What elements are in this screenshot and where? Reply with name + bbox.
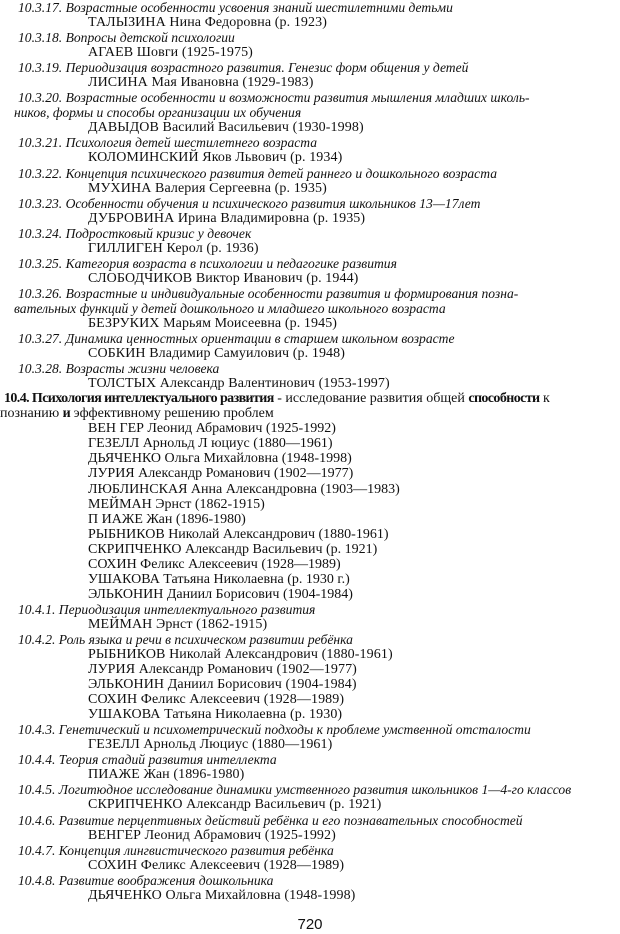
author-name: МУХИНА Валерия Сергеевна (р. 1935) bbox=[88, 180, 327, 196]
chapter-heading-text-end: к bbox=[539, 391, 550, 407]
author-name: РЫБНИКОВ Николай Александрович (1880-1961) bbox=[88, 647, 393, 663]
chapter-heading-title: 10.4. Психология интеллектуального развития bbox=[4, 391, 274, 407]
entry-title: 10.4.2. Роль языка и речи в психическом развитии ребёнка bbox=[18, 631, 353, 647]
chapter-heading bbox=[0, 391, 620, 406]
author-name: МЕЙМАН Эрнст (1862-1915) bbox=[88, 496, 265, 512]
author-name: ПИАЖЕ Жан (1896-1980) bbox=[88, 767, 245, 783]
chapter-heading-cont-text: познанию bbox=[0, 406, 63, 422]
author-name: ДАВЫДОВ Василий Васильевич (1930-1998) bbox=[88, 120, 364, 136]
entry-title: 10.3.23. Особенности обучения и психического развития школьников 13—17лет bbox=[18, 195, 481, 211]
section-10-3-list bbox=[0, 0, 620, 391]
entry-title: 10.3.20. Возрастные особенности и возможности развития мышления младших школь- bbox=[18, 90, 530, 106]
entry-title: 10.3.18. Вопросы детской психологии bbox=[18, 30, 235, 46]
chapter-heading-cont-emph: и bbox=[62, 406, 71, 422]
author-name: ТАЛЫЗИНА Нина Федоровна (р. 1923) bbox=[88, 15, 327, 31]
entry-title: 10.4.7. Концепция лингвистического развития ребёнка bbox=[18, 842, 334, 858]
section-10-4-list bbox=[0, 602, 620, 903]
author-name: ДЬЯЧЕНКО Ольга Михайловна (1948-1998) bbox=[88, 451, 352, 467]
author-name: П ИАЖЕ Жан (1896-1980) bbox=[88, 511, 246, 527]
author-name: ЛЮБЛИНСКАЯ Анна Александровна (1903—1983) bbox=[88, 481, 400, 497]
author-name: УШАКОВА Татьяна Николаевна (р. 1930) bbox=[88, 707, 343, 723]
entry-title: 10.3.21. Психология детей шестилетнего возраста bbox=[18, 135, 318, 151]
author-name: ЛУРИЯ Александр Романович (1902—1977) bbox=[88, 662, 357, 678]
entry-title: 10.3.19. Периодизация возрастного развития. Генезис форм общения у детей bbox=[18, 60, 469, 76]
author-name: ЭЛЬКОНИН Даниил Борисович (1904-1984) bbox=[88, 586, 353, 602]
chapter-heading-text: - исследование развития общей bbox=[273, 391, 469, 407]
author-name: ЛИСИНА Мая Ивановна (1929-1983) bbox=[88, 75, 314, 91]
author-name: КОЛОМИНСКИЙ Яков Львович (р. 1934) bbox=[88, 150, 343, 166]
author-name: ВЕН ГЕР Леонид Абрамович (1925-1992) bbox=[88, 421, 336, 437]
entry-title: 10.4.1. Периодизация интеллектуального развития bbox=[18, 601, 316, 617]
entry-title: 10.3.24. Подростковый кризис у девочек bbox=[18, 225, 252, 241]
author-name: МЕЙМАН Эрнст (1862-1915) bbox=[88, 616, 268, 632]
entry-title: 10.3.28. Возрасты жизни человека bbox=[18, 361, 220, 377]
chapter-heading-continuation bbox=[0, 406, 620, 421]
author-name: БЕЗРУКИХ Марьям Моисеевна (р. 1945) bbox=[88, 315, 338, 331]
entry-title: 10.3.26. Возрастные и индивидуальные особенности развития и формирования позна- bbox=[18, 285, 519, 301]
author-name: СКРИПЧЕНКО Александр Васильевич (р. 1921) bbox=[88, 797, 382, 813]
author-name: УШАКОВА Татьяна Николаевна (р. 1930 г.) bbox=[88, 571, 350, 587]
author-name: СОБКИН Владимир Самуилович (р. 1948) bbox=[88, 346, 346, 362]
entry-title-continuation: ников, формы и способы организации их обучения bbox=[14, 105, 302, 121]
entry-title: 10.4.4. Теория стадий развития интеллекта bbox=[18, 752, 277, 768]
entry-title: 10.3.17. Возрастные особенности усвоения знаний шестилетними детьми bbox=[18, 0, 453, 15]
page-number: 720 bbox=[297, 916, 323, 933]
entry-title: 10.4.6. Развитие перцептивных действий ребёнка и его познавательных способностей bbox=[18, 812, 523, 828]
author-name: СЛОБОДЧИКОВ Виктор Иванович (р. 1944) bbox=[88, 270, 359, 286]
author-name: ГИЛЛИГЕН Керол (р. 1936) bbox=[88, 240, 259, 256]
author-name: ВЕНГЕР Леонид Абрамович (1925-1992) bbox=[88, 827, 336, 843]
entry-title: 10.3.22. Концепция психического развития детей раннего и дошкольного возраста bbox=[18, 165, 497, 181]
entry-title: 10.4.3. Генетический и психометрический подходы к проблеме умственной отсталости bbox=[18, 722, 531, 738]
entry-title: 10.3.27. Динамика ценностных ориентации в старшем школьном возрасте bbox=[18, 331, 455, 347]
author-name: ДЬЯЧЕНКО Ольга Михайловна (1948-1998) bbox=[88, 887, 356, 903]
entry-title-continuation: вательных функций у детей дошкольного и младшего школьного возраста bbox=[14, 300, 446, 316]
author-name: ДУБРОВИНА Ирина Владимировна (р. 1935) bbox=[88, 210, 366, 226]
entry-title: 10.4.5. Логитюдное исследование динамики умственного развития школьников 1—4-го классов bbox=[18, 782, 572, 798]
author-name: ЭЛЬКОНИН Даниил Борисович (1904-1984) bbox=[88, 677, 357, 693]
author-name: РЫБНИКОВ Николай Александрович (1880-1961) bbox=[88, 526, 389, 542]
entry-title: 10.4.8. Развитие воображения дошкольника bbox=[18, 872, 274, 888]
author-name: ГЕЗЕЛЛ Арнольд Л юциус (1880—1961) bbox=[88, 436, 333, 452]
chapter-heading-emph: способности bbox=[468, 391, 540, 407]
author-name: ТОЛСТЫХ Александр Валентинович (1953-1997) bbox=[88, 376, 390, 392]
author-name: СОХИН Феликс Алексеевич (1928—1989) bbox=[88, 692, 345, 708]
author-name: АГАЕВ Шовги (1925-1975) bbox=[88, 45, 253, 61]
author-name: СОХИН Феликс Алексеевич (1928—1989) bbox=[88, 857, 345, 873]
chapter-heading-cont-text-end: эффективному решению проблем bbox=[70, 406, 274, 422]
author-name: СКРИПЧЕНКО Александр Васильевич (р. 1921) bbox=[88, 541, 378, 557]
chapter-author-list bbox=[0, 421, 620, 602]
author-name: ГЕЗЕЛЛ Арнольд Люциус (1880—1961) bbox=[88, 737, 333, 753]
author-name: СОХИН Феликс Алексеевич (1928—1989) bbox=[88, 556, 341, 572]
author-name: ЛУРИЯ Александр Романович (1902—1977) bbox=[88, 466, 354, 482]
entry-title: 10.3.25. Категория возраста в психологии и педагогике развития bbox=[18, 255, 397, 271]
